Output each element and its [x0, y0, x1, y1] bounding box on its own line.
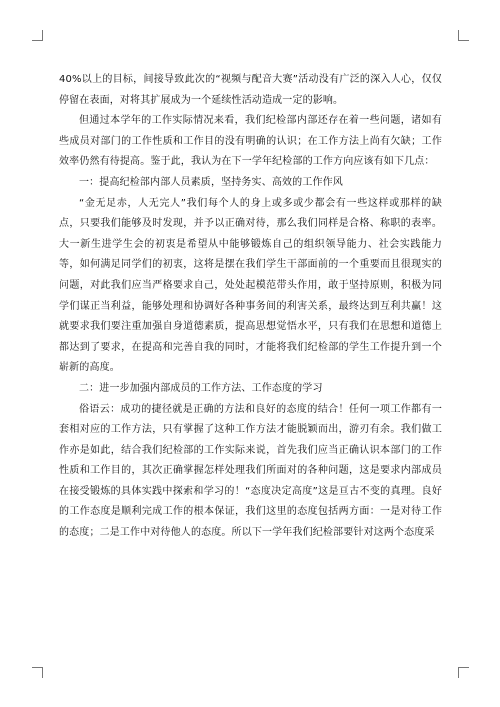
crop-mark-bottom-left [32, 667, 43, 678]
document-body [59, 70, 442, 544]
crop-mark-bottom-right [458, 667, 469, 678]
paragraph-problems: 但通过本学年的工作实际情况来看，我们纪检部内部还存在着一些问题，诸如有些成员对部门的工作性质和工作目的没有明确的认识；在工作方法上尚有欠缺；工作效率仍然有待提高。鉴于此，我认为在下一学年纪检部的工作方向应该有如下几点： [59, 115, 442, 168]
section-heading-1: 一：提高纪检部内部人员素质，坚持务实、高效的工作作风 [79, 176, 343, 188]
paragraph-continuation: 40%以上的目标，间接导致此次的“视频与配音大赛”活动没有广泛的深入人心，仅仅停留在表面，对将其扩展成为一个延续性活动造成一定的影响。 [59, 74, 442, 106]
crop-mark-top-left [32, 30, 43, 41]
crop-mark-top-right [458, 30, 469, 41]
paragraph-methods: 俗语云：成功的捷径就是正确的方法和良好的态度的结合！任何一项工作都有一套相对应的工作方法，只有掌握了这种工作方法才能脱颖而出，游刃有余。我们做工作亦是如此，结合我们纪检部的工作实际来说，首先我们应当正确认识本部门的工作性质和工作目的，其次正确掌握怎样处理我们所面对的各种问题，这是要求内部成员在接受锻炼的具体实践中探索和学习的！“态度决定高度”这是亘古不变的真理。良好的工作态度是顺利完成工作的根本保证，我们这里的态度包括两方面：一是对待工作的态度；二是工作中对待他人的态度。所以下一学年我们纪检部要针对这两个态度采 [59, 403, 442, 539]
paragraph-quality: “金无足赤，人无完人”我们每个人的身上或多或少都会有一些这样或那样的缺点，只要我们能够及时发现，并予以正确对待，那么我们同样是合格、称职的表率。大一新生进学生会的初衷是希望从中能够锻炼自己的组织领导能力、社会实践能力等，如何满足同学们的初衷，这将是摆在我们学生干部面前的一个重要而且很现实的问题，对此我们应当严格要求自己，处处起模范带头作用，敢于坚持原则，积极为同学们谋正当利益，能够处理和协调好各种事务间的利害关系，最终达到互利共赢！这就要求我们要注重加强自身道德素质，提高思想觉悟水平，只有我们在思想和道德上都达到了要求，在提高和完善自我的同时，才能将我们纪检部的学生工作提升到一个崭新的高度。 [59, 197, 442, 374]
section-heading-2: 二：进一步加强内部成员的工作方法、工作态度的学习 [79, 382, 323, 394]
